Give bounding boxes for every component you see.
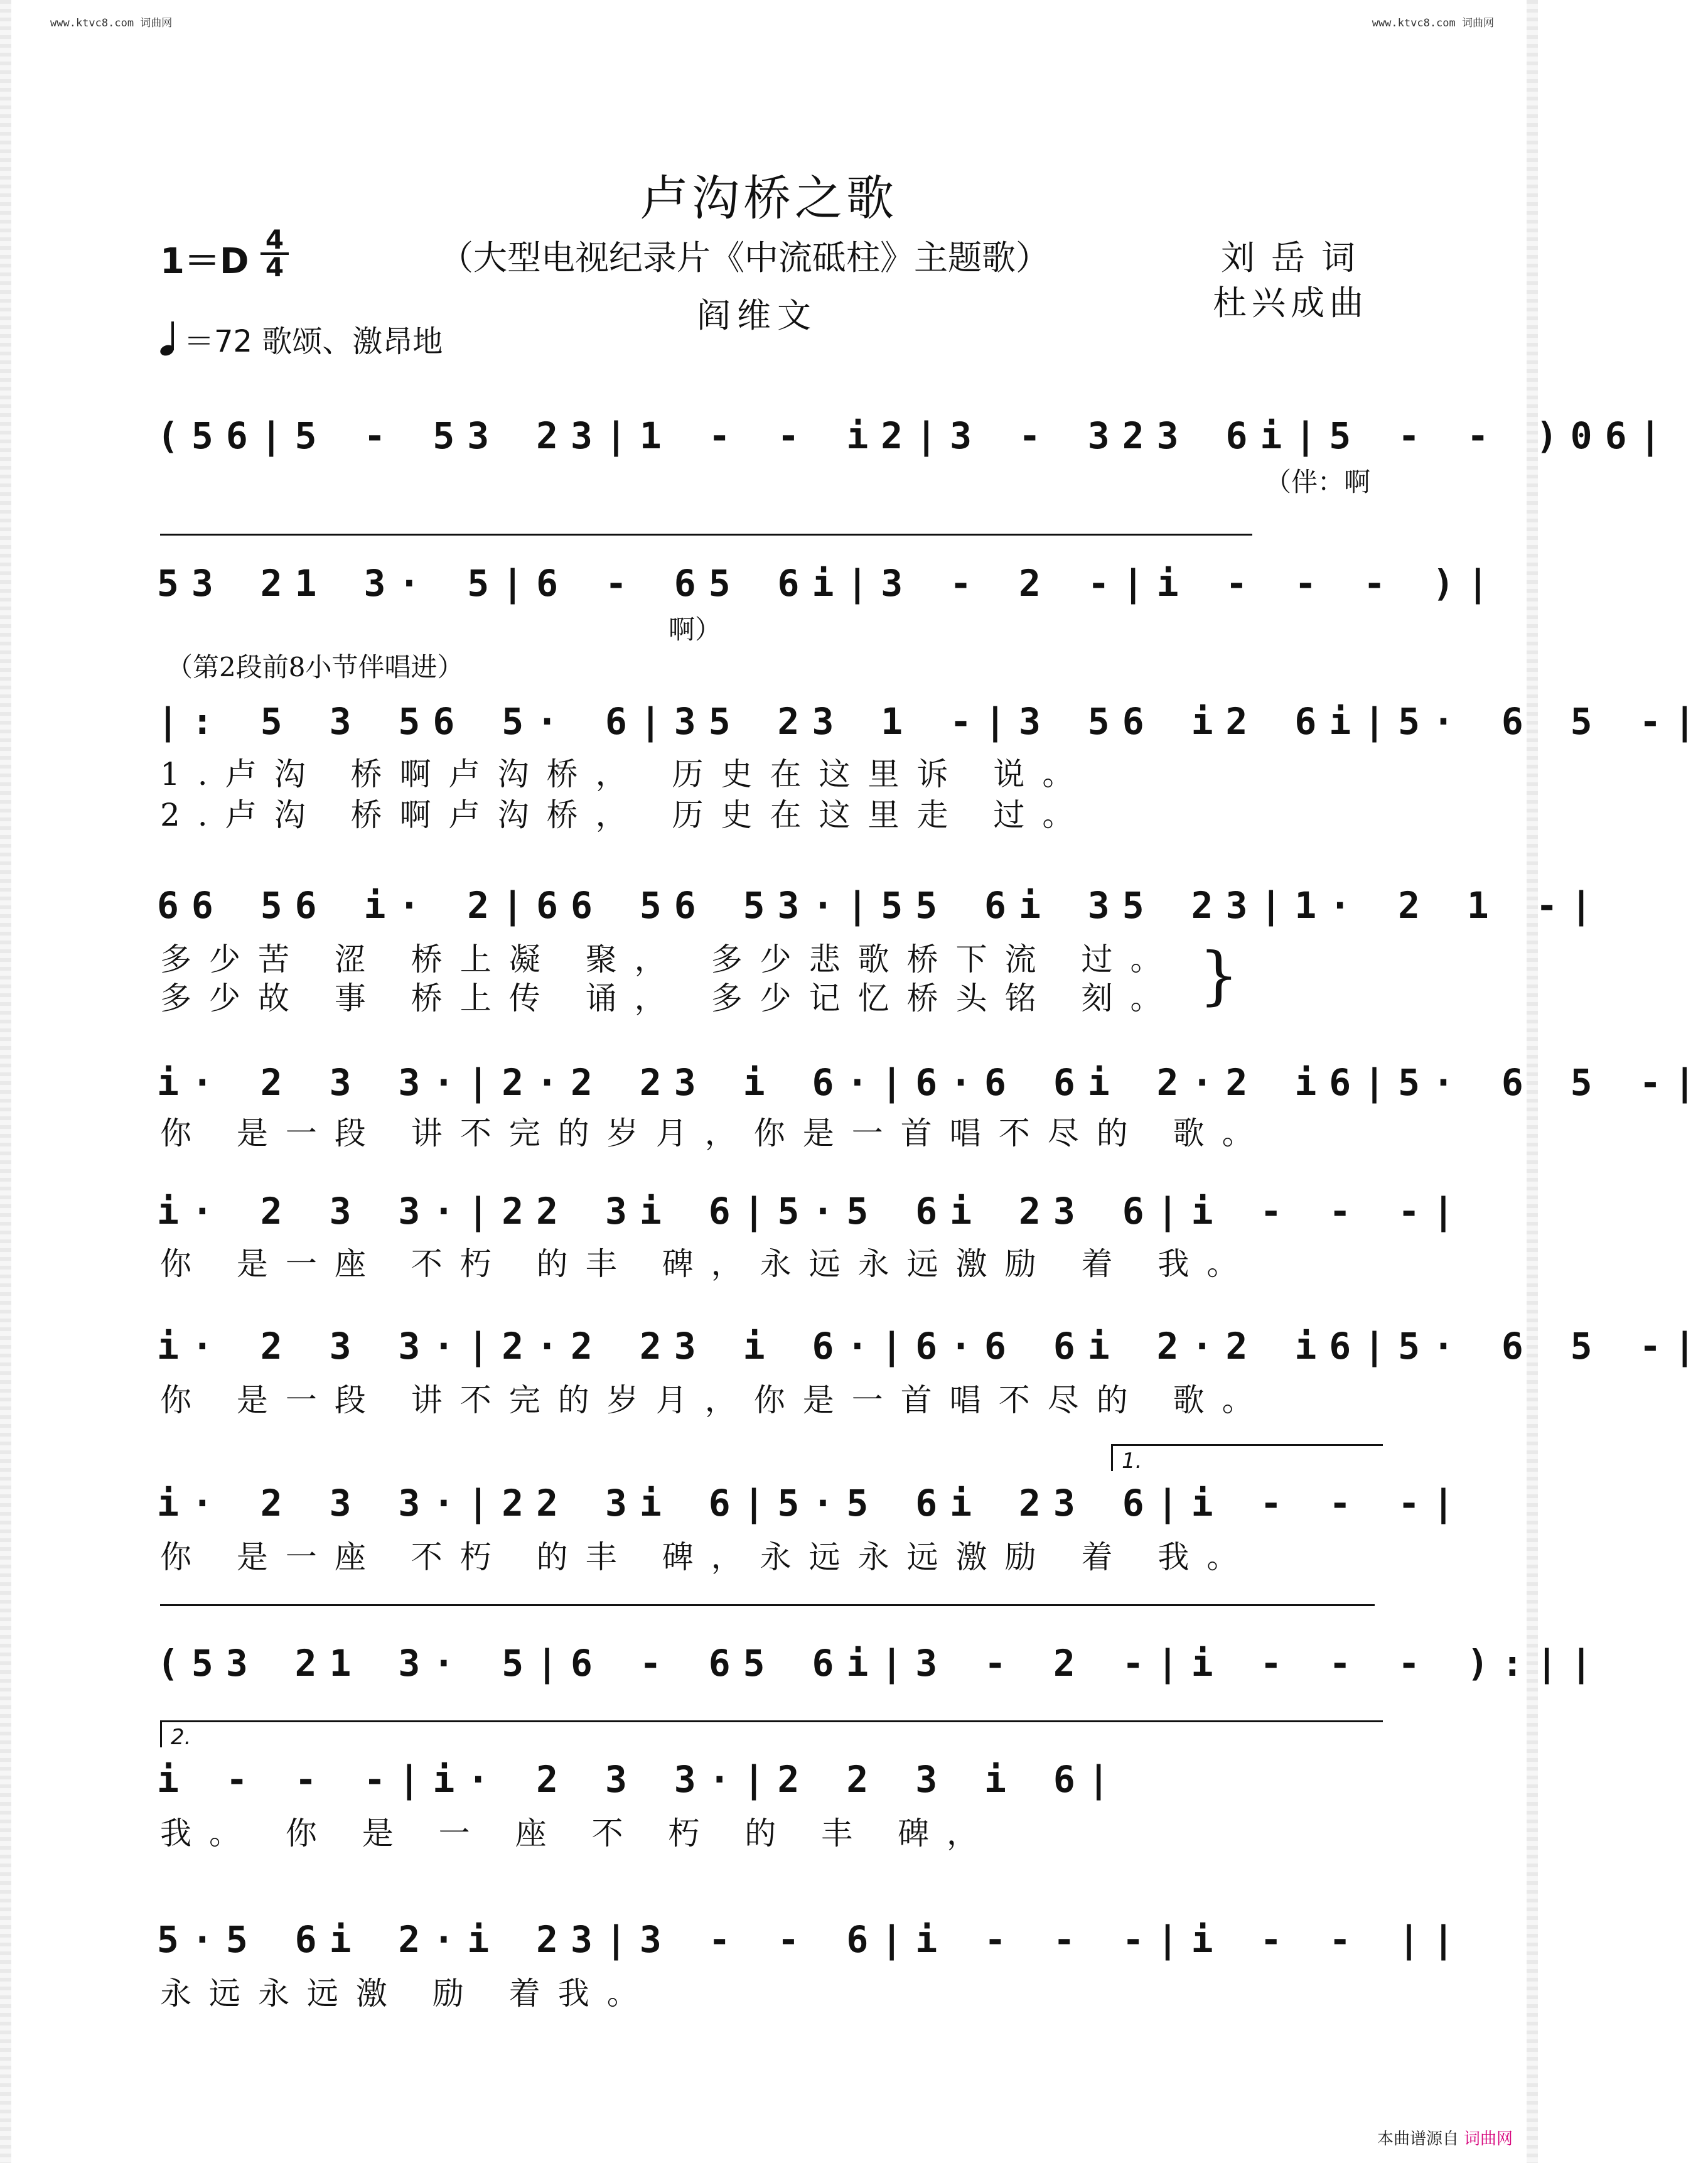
score-line-9 xyxy=(157,1642,1605,1711)
left-edge-strip xyxy=(0,0,11,2163)
lyric-line-8: 你 是一座 不朽 的丰 碑，永远永远激励 着 我。 xyxy=(160,1539,1256,1575)
score-line-1 xyxy=(157,414,1674,483)
performer: 阎维文 xyxy=(697,296,817,335)
time-denominator: 4 xyxy=(260,252,289,280)
lyric-line-3b: 2.卢沟 桥啊卢沟桥， 历史在这里走 过。 xyxy=(160,797,1092,833)
tempo-text: ＝72 歌颂、激昂地 xyxy=(184,324,443,359)
volta-2-label: 2. xyxy=(171,1725,191,1750)
volta-1-label: 1. xyxy=(1122,1448,1142,1474)
key-signature: 1＝D xyxy=(160,241,249,282)
lyric-line-10: 我。 你 是 一 座 不 朽 的 丰 碑， xyxy=(160,1815,996,1852)
footer-source xyxy=(1377,2126,1513,2149)
notation-line-11: 5·5 6i 2·i 23|3 - - 6|i - - -|i - - || xyxy=(157,1918,1467,1961)
annotation-line-3: （第2段前8小节伴唱进） xyxy=(166,652,464,682)
footer-source-text: 本曲谱源自 xyxy=(1377,2130,1459,2149)
lyric-line-3a: 1.卢沟 桥啊卢沟桥， 历史在这里诉 说。 xyxy=(160,756,1092,792)
notation-line-2: 53 21 3· 5|6 - 65 6i|3 - 2 -|i - - - )| xyxy=(157,562,1501,605)
annotation-line-1: （伴：啊 xyxy=(1265,467,1371,497)
lyric-line-7: 你 是一段 讲不完的岁月，你是一首唱不尽的 歌。 xyxy=(160,1382,1271,1418)
notation-line-5: i· 2 3 3·|2·2 23 i 6·|6·6 6i 2·2 i6|5· 6 5 -| xyxy=(157,1061,1708,1104)
lyric-brace: } xyxy=(1199,939,1239,1012)
notation-line-6: i· 2 3 3·|22 3i 6|5·5 6i 23 6|i - - -| xyxy=(157,1190,1467,1233)
tempo-marking xyxy=(160,317,443,360)
song-subtitle: （大型电视纪录片《中流砥柱》主题歌） xyxy=(439,238,1050,278)
lyric-line-4a: 多少苦 涩 桥上凝 聚， 多少悲歌桥下流 过。 xyxy=(160,941,1179,978)
time-numerator: 4 xyxy=(265,224,284,255)
notation-line-10: i - - -|i· 2 3 3·|2 2 3 i 6| xyxy=(157,1758,1122,1801)
lyricist: 刘岳词 xyxy=(1221,238,1372,278)
lyric-line-6: 你 是一座 不朽 的丰 碑，永远永远激励 着 我。 xyxy=(160,1246,1256,1282)
song-title: 卢沟桥之歌 xyxy=(640,170,898,226)
notation-line-9: (53 21 3· 5|6 - 65 6i|3 - 2 -|i - - - ):|| xyxy=(157,1642,1605,1685)
volta-2-bracket xyxy=(160,1720,1383,1750)
header-url-right[interactable]: www.ktvc8.com 词曲网 xyxy=(1372,17,1494,30)
lyric-line-5: 你 是一段 讲不完的岁月，你是一首唱不尽的 歌。 xyxy=(160,1115,1271,1152)
volta-1-bracket xyxy=(1111,1444,1383,1474)
slur-line-2 xyxy=(160,534,1252,536)
lyric-line-11: 永远永远激 励 着我。 xyxy=(160,1975,656,2012)
lyric-line-4b: 多少故 事 桥上传 诵， 多少记忆桥头铭 刻。 xyxy=(160,980,1179,1017)
notation-line-1: (56|5 - 53 23|1 - - i2|3 - 323 6i|5 - - )06| xyxy=(157,414,1674,457)
footer-brand-link[interactable]: 词曲网 xyxy=(1463,2130,1513,2149)
composer: 杜兴成曲 xyxy=(1213,283,1368,323)
slur-line-9 xyxy=(160,1604,1375,1606)
notation-line-8: i· 2 3 3·|22 3i 6|5·5 6i 23 6|i - - -| xyxy=(157,1482,1467,1524)
time-signature xyxy=(260,224,289,283)
notation-line-7: i· 2 3 3·|2·2 23 i 6·|6·6 6i 2·2 i6|5· 6 5 -| xyxy=(157,1325,1708,1367)
header-url-left[interactable]: www.ktvc8.com 词曲网 xyxy=(50,17,173,30)
annotation-line-2: 啊） xyxy=(669,614,722,645)
notation-line-4: 66 56 i· 2|66 56 53·|55 6i 35 23|1· 2 1 -| xyxy=(157,884,1605,927)
notation-line-3: |: 5 3 56 5· 6|35 23 1 -|3 56 i2 6i|5· 6 5 -| xyxy=(157,700,1708,743)
score-line-2 xyxy=(157,562,1501,631)
quarter-note-icon xyxy=(160,321,179,355)
